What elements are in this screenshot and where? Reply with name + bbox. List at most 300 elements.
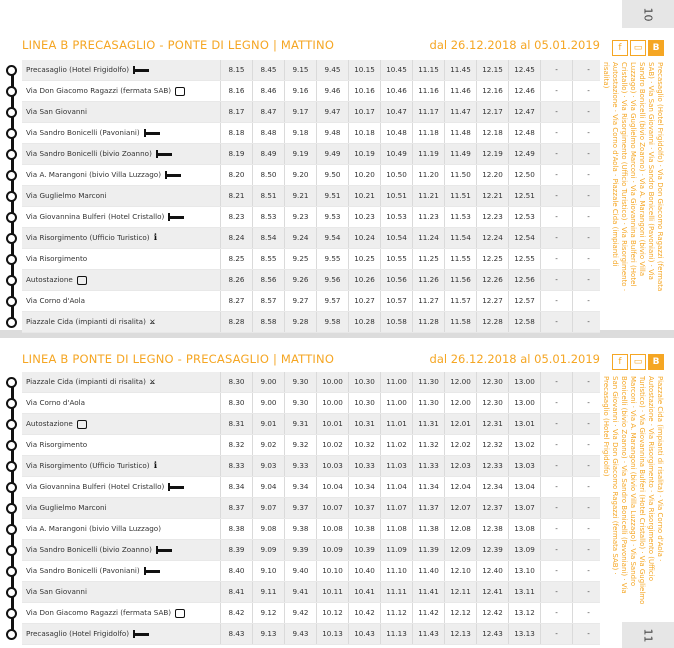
stop-label: Via Risorgimento (Ufficio Turistico) xyxy=(26,233,150,242)
departure-time: 9.47 xyxy=(316,102,348,122)
stop-name xyxy=(26,582,87,602)
bed-icon xyxy=(144,567,160,575)
stop-name xyxy=(26,165,181,185)
stop-label: Piazzale Cida (impianti di risalita) xyxy=(26,377,146,386)
departure-time: - xyxy=(572,165,604,185)
bus-icon xyxy=(77,420,87,429)
departure-time: - xyxy=(540,60,572,80)
departure-time: - xyxy=(540,81,572,101)
departure-time: 11.48 xyxy=(444,123,476,143)
departure-time: 11.17 xyxy=(412,102,444,122)
departure-time: 10.26 xyxy=(348,270,380,290)
departure-time: - xyxy=(540,519,572,539)
departure-time: 11.11 xyxy=(380,582,412,602)
departure-time: 12.55 xyxy=(508,249,540,269)
departure-time: 8.15 xyxy=(220,60,252,80)
stop-marker xyxy=(6,461,17,472)
departure-time: 12.53 xyxy=(508,207,540,227)
departure-time: 9.09 xyxy=(252,540,284,560)
table-row xyxy=(22,540,600,561)
table-row xyxy=(22,477,600,498)
departure-time: 12.00 xyxy=(444,372,476,392)
departure-time: 11.58 xyxy=(444,312,476,332)
departure-time: 11.03 xyxy=(380,456,412,476)
departure-time: 10.03 xyxy=(316,456,348,476)
bed-icon xyxy=(156,546,172,554)
departure-time: 8.41 xyxy=(220,582,252,602)
departure-time: 12.27 xyxy=(476,291,508,311)
departure-time: 9.38 xyxy=(284,519,316,539)
departure-time: - xyxy=(572,477,604,497)
departure-time: 12.09 xyxy=(444,540,476,560)
departure-time: - xyxy=(572,186,604,206)
departure-time: 9.30 xyxy=(284,393,316,413)
departure-time: 9.55 xyxy=(316,249,348,269)
departure-time: 8.16 xyxy=(220,81,252,101)
table-row xyxy=(22,519,600,540)
departure-time: 11.57 xyxy=(444,291,476,311)
departure-time: 11.16 xyxy=(412,81,444,101)
departure-time: - xyxy=(572,540,604,560)
departure-time: 10.15 xyxy=(348,60,380,80)
departure-time: 11.15 xyxy=(412,60,444,80)
departure-time: - xyxy=(572,249,604,269)
departure-time: - xyxy=(540,477,572,497)
departure-time: 9.27 xyxy=(284,291,316,311)
departure-time: 12.33 xyxy=(476,456,508,476)
departure-time: 11.00 xyxy=(380,393,412,413)
departure-time: - xyxy=(540,207,572,227)
departure-time: 12.42 xyxy=(476,603,508,623)
departure-time: 11.12 xyxy=(380,603,412,623)
departure-time: 10.17 xyxy=(348,102,380,122)
departure-time: 11.07 xyxy=(380,498,412,518)
departure-time: 10.31 xyxy=(348,414,380,434)
bed-icon xyxy=(168,213,184,221)
departure-time: 9.02 xyxy=(252,435,284,455)
departure-time: 11.18 xyxy=(412,123,444,143)
departure-time: 12.19 xyxy=(476,144,508,164)
stop-name xyxy=(26,561,160,581)
departure-time: 9.28 xyxy=(284,312,316,332)
table-row xyxy=(22,228,600,249)
departure-time: - xyxy=(572,582,604,602)
departure-time: 9.00 xyxy=(252,372,284,392)
departure-time: 11.10 xyxy=(380,561,412,581)
departure-time: 12.57 xyxy=(508,291,540,311)
departure-time: 8.54 xyxy=(252,228,284,248)
departure-time: - xyxy=(540,561,572,581)
departure-time: 9.21 xyxy=(284,186,316,206)
departure-time: 9.12 xyxy=(252,603,284,623)
departure-time: 9.54 xyxy=(316,228,348,248)
stop-marker xyxy=(6,482,17,493)
stop-label: Via Corno d'Aola xyxy=(26,296,86,305)
departure-time: 11.43 xyxy=(412,624,444,644)
departure-time: - xyxy=(540,603,572,623)
table-row xyxy=(22,498,600,519)
departure-time: 9.49 xyxy=(316,144,348,164)
timetable-date-range: dal 26.12.2018 al 05.01.2019 xyxy=(429,352,600,366)
departure-time: 12.23 xyxy=(476,207,508,227)
stop-name xyxy=(26,372,155,392)
departure-time: - xyxy=(540,186,572,206)
departure-time: 9.31 xyxy=(284,414,316,434)
stop-marker xyxy=(6,524,17,535)
departure-time: 8.21 xyxy=(220,186,252,206)
stop-name xyxy=(26,519,161,539)
stop-marker xyxy=(6,275,17,286)
departure-time: 12.41 xyxy=(476,582,508,602)
departure-time: 11.13 xyxy=(380,624,412,644)
departure-time: 9.40 xyxy=(284,561,316,581)
departure-time: - xyxy=(540,624,572,644)
departure-time: 9.39 xyxy=(284,540,316,560)
stop-label: Via San Giovanni xyxy=(26,107,87,116)
departure-time: 8.33 xyxy=(220,456,252,476)
stop-name xyxy=(26,456,157,476)
departure-time: - xyxy=(572,291,604,311)
timetable-table xyxy=(22,60,600,333)
departure-time: 12.10 xyxy=(444,561,476,581)
route-sidebar xyxy=(602,354,664,605)
departure-time: 12.39 xyxy=(476,540,508,560)
table-row xyxy=(22,456,600,477)
table-row xyxy=(22,60,600,81)
stop-marker xyxy=(6,170,17,181)
departure-time: 8.53 xyxy=(252,207,284,227)
departure-time: - xyxy=(540,498,572,518)
departure-time: 13.07 xyxy=(508,498,540,518)
stop-label: Autostazione xyxy=(26,419,73,428)
departure-time: - xyxy=(540,540,572,560)
table-row xyxy=(22,435,600,456)
departure-time: 13.11 xyxy=(508,582,540,602)
departure-time: 9.10 xyxy=(252,561,284,581)
departure-time: 11.55 xyxy=(444,249,476,269)
timetable-title: LINEA B PRECASAGLIO - PONTE DI LEGNO | MATTINO xyxy=(22,38,335,52)
departure-time: 8.28 xyxy=(220,312,252,332)
departure-time: - xyxy=(572,123,604,143)
departure-time: 10.08 xyxy=(316,519,348,539)
departure-time: 11.45 xyxy=(444,60,476,80)
departure-time: 12.16 xyxy=(476,81,508,101)
stop-name xyxy=(26,123,160,143)
departure-time: 10.49 xyxy=(380,144,412,164)
departure-time: - xyxy=(540,249,572,269)
departure-time: 9.01 xyxy=(252,414,284,434)
departure-time: 11.30 xyxy=(412,372,444,392)
stop-marker xyxy=(6,149,17,160)
departure-time: 10.09 xyxy=(316,540,348,560)
departure-time: - xyxy=(572,624,604,644)
departure-time: 9.08 xyxy=(252,519,284,539)
departure-time: - xyxy=(540,582,572,602)
departure-time: 10.19 xyxy=(348,144,380,164)
departure-time: 12.32 xyxy=(476,435,508,455)
departure-time: 8.37 xyxy=(220,498,252,518)
departure-time: 12.21 xyxy=(476,186,508,206)
stop-label: Piazzale Cida (impianti di risalita) xyxy=(26,317,146,326)
departure-time: 10.34 xyxy=(348,477,380,497)
stop-name xyxy=(26,435,87,455)
departure-time: 10.18 xyxy=(348,123,380,143)
departure-time: 9.11 xyxy=(252,582,284,602)
departure-time: 10.27 xyxy=(348,291,380,311)
departure-time: 9.15 xyxy=(284,60,316,80)
departure-time: 11.24 xyxy=(412,228,444,248)
departure-time: 8.42 xyxy=(220,603,252,623)
stop-label: Via Sandro Bonicelli (Pavoniani) xyxy=(26,128,140,137)
departure-time: 12.24 xyxy=(476,228,508,248)
departure-time: 13.13 xyxy=(508,624,540,644)
departure-time: - xyxy=(540,312,572,332)
stop-name xyxy=(26,186,107,206)
stop-name xyxy=(26,291,85,311)
departure-time: 8.24 xyxy=(220,228,252,248)
departure-time: 12.04 xyxy=(444,477,476,497)
departure-time: 10.51 xyxy=(380,186,412,206)
departure-time: - xyxy=(540,435,572,455)
departure-time: 8.26 xyxy=(220,270,252,290)
departure-time: 9.18 xyxy=(284,123,316,143)
departure-time: 10.57 xyxy=(380,291,412,311)
departure-time: 8.55 xyxy=(252,249,284,269)
departure-time: 12.01 xyxy=(444,414,476,434)
departure-time: 8.47 xyxy=(252,102,284,122)
departure-time: 8.49 xyxy=(252,144,284,164)
departure-time: 10.16 xyxy=(348,81,380,101)
route-summary: Piazzale Cida (impianti di risalita) · Via Corno d'Aola · Autostazione · Via Risorgimento · Via Risorgimento (Ufficio Turistico) · Via Giovannina Bulferi (Hotel Cristallo) · Via Guglielmo Marconi · Via A. Marangoni (bivio Villa Luzzago) · Via Sandro Bonicelli (bivio Zoanno) · Via Sandro Bonicelli (Pavoniani) · Via San Giovanni · Via Don Giacomo Ragazzi (fermata SAB) · Precasaglio (Hotel Frigidolfo) xyxy=(602,376,664,605)
departure-time: - xyxy=(572,393,604,413)
departure-time: 8.25 xyxy=(220,249,252,269)
departure-time: 10.21 xyxy=(348,186,380,206)
departure-time: 8.40 xyxy=(220,561,252,581)
stop-name xyxy=(26,102,87,122)
table-row xyxy=(22,102,600,123)
stop-marker xyxy=(6,128,17,139)
departure-time: 13.10 xyxy=(508,561,540,581)
departure-time: 11.26 xyxy=(412,270,444,290)
stop-marker xyxy=(6,629,17,640)
departure-time: 11.50 xyxy=(444,165,476,185)
departure-time: 9.19 xyxy=(284,144,316,164)
departure-time: 11.42 xyxy=(412,603,444,623)
timetable-table xyxy=(22,372,600,645)
departure-time: 8.57 xyxy=(252,291,284,311)
departure-time: 10.55 xyxy=(380,249,412,269)
table-row xyxy=(22,207,600,228)
stop-name xyxy=(26,144,172,164)
page-number: 10 xyxy=(622,0,674,28)
departure-time: 9.46 xyxy=(316,81,348,101)
table-row xyxy=(22,270,600,291)
departure-time: 9.07 xyxy=(252,498,284,518)
table-row xyxy=(22,81,600,102)
bed-icon xyxy=(144,129,160,137)
departure-time: 10.42 xyxy=(348,603,380,623)
departure-time: 9.45 xyxy=(316,60,348,80)
table-row xyxy=(22,603,600,624)
departure-time: 11.40 xyxy=(412,561,444,581)
departure-time: 9.30 xyxy=(284,372,316,392)
departure-time: 10.02 xyxy=(316,435,348,455)
stop-marker xyxy=(6,608,17,619)
stop-name xyxy=(26,624,149,644)
departure-time: - xyxy=(572,60,604,80)
departure-time: 8.46 xyxy=(252,81,284,101)
departure-time: 12.25 xyxy=(476,249,508,269)
bed-icon xyxy=(168,483,184,491)
stop-name xyxy=(26,393,85,413)
departure-time: - xyxy=(572,498,604,518)
departure-time: 10.25 xyxy=(348,249,380,269)
departure-time: - xyxy=(540,102,572,122)
departure-time: 12.30 xyxy=(476,393,508,413)
bus-icon: ▭ xyxy=(630,354,646,370)
departure-time: - xyxy=(572,270,604,290)
departure-time: 8.39 xyxy=(220,540,252,560)
departure-time: 11.19 xyxy=(412,144,444,164)
departure-time: 10.00 xyxy=(316,393,348,413)
departure-time: - xyxy=(540,456,572,476)
stop-marker xyxy=(6,86,17,97)
stop-label: Via Sandro Bonicelli (Pavoniani) xyxy=(26,566,140,575)
stop-label: Precasaglio (Hotel Frigidolfo) xyxy=(26,65,130,74)
bed-icon xyxy=(133,630,149,638)
departure-time: 10.20 xyxy=(348,165,380,185)
stop-label: Via San Giovanni xyxy=(26,587,87,596)
stop-marker xyxy=(6,254,17,265)
departure-time: 10.13 xyxy=(316,624,348,644)
departure-time: 8.30 xyxy=(220,393,252,413)
stop-name xyxy=(26,312,155,332)
stop-name xyxy=(26,603,185,623)
departure-time: 12.03 xyxy=(444,456,476,476)
departure-time: 11.54 xyxy=(444,228,476,248)
page-number: 11 xyxy=(622,622,674,648)
departure-time: 12.38 xyxy=(476,519,508,539)
departure-time: 12.15 xyxy=(476,60,508,80)
cablecar-icon: ⨲ xyxy=(149,376,155,387)
departure-time: 12.43 xyxy=(476,624,508,644)
departure-time: - xyxy=(572,144,604,164)
departure-time: - xyxy=(572,414,604,434)
stop-label: Via Corno d'Aola xyxy=(26,398,86,407)
bus-icon xyxy=(77,276,87,285)
table-row xyxy=(22,123,600,144)
stop-label: Via A. Marangoni (bivio Villa Luzzago) xyxy=(26,170,162,179)
departure-time: 9.00 xyxy=(252,393,284,413)
stop-marker xyxy=(6,296,17,307)
stop-label: Via Sandro Bonicelli (bivio Zoanno) xyxy=(26,545,152,554)
departure-time: 11.46 xyxy=(444,81,476,101)
departure-time: 9.42 xyxy=(284,603,316,623)
departure-time: 9.25 xyxy=(284,249,316,269)
departure-time: 8.23 xyxy=(220,207,252,227)
departure-time: 9.51 xyxy=(316,186,348,206)
departure-time: 10.24 xyxy=(348,228,380,248)
departure-time: 8.19 xyxy=(220,144,252,164)
stop-marker xyxy=(6,65,17,76)
line-badge: B xyxy=(648,354,664,370)
departure-time: 9.37 xyxy=(284,498,316,518)
route-sidebar xyxy=(602,40,664,292)
departure-time: 13.09 xyxy=(508,540,540,560)
departure-time: 11.56 xyxy=(444,270,476,290)
departure-time: 11.09 xyxy=(380,540,412,560)
bus-icon: ▭ xyxy=(630,40,646,56)
departure-time: 9.26 xyxy=(284,270,316,290)
departure-time: 8.20 xyxy=(220,165,252,185)
departure-time: 10.33 xyxy=(348,456,380,476)
departure-time: 8.18 xyxy=(220,123,252,143)
stop-label: Precasaglio (Hotel Frigidolfo) xyxy=(26,629,130,638)
departure-time: 11.27 xyxy=(412,291,444,311)
departure-time: 11.28 xyxy=(412,312,444,332)
departure-time: - xyxy=(540,165,572,185)
departure-time: 12.30 xyxy=(476,372,508,392)
departure-time: 11.53 xyxy=(444,207,476,227)
stop-marker xyxy=(6,587,17,598)
bed-icon xyxy=(165,171,181,179)
stop-label: Via Guglielmo Marconi xyxy=(26,191,107,200)
departure-time: 12.56 xyxy=(508,270,540,290)
bed-icon xyxy=(133,66,149,74)
departure-time: 10.23 xyxy=(348,207,380,227)
departure-time: 11.51 xyxy=(444,186,476,206)
departure-time: 10.00 xyxy=(316,372,348,392)
departure-time: 10.43 xyxy=(348,624,380,644)
stop-label: Via Risorgimento xyxy=(26,254,88,263)
departure-time: 9.16 xyxy=(284,81,316,101)
departure-time: 11.20 xyxy=(412,165,444,185)
departure-time: 10.47 xyxy=(380,102,412,122)
departure-time: 12.13 xyxy=(444,624,476,644)
departure-time: 9.43 xyxy=(284,624,316,644)
departure-time: 13.01 xyxy=(508,414,540,434)
departure-time: 8.43 xyxy=(220,624,252,644)
stop-label: Via Giovannina Bulferi (Hotel Cristallo) xyxy=(26,482,165,491)
departure-time: - xyxy=(572,561,604,581)
departure-time: 11.08 xyxy=(380,519,412,539)
departure-time: 9.53 xyxy=(316,207,348,227)
info-icon: f xyxy=(612,354,628,370)
stop-marker xyxy=(6,377,17,388)
table-row xyxy=(22,249,600,270)
bed-icon xyxy=(156,150,172,158)
departure-time: 10.50 xyxy=(380,165,412,185)
departure-time: - xyxy=(572,312,604,332)
departure-time: 12.49 xyxy=(508,144,540,164)
departure-time: 8.32 xyxy=(220,435,252,455)
stop-name xyxy=(26,207,184,227)
stop-name xyxy=(26,540,172,560)
departure-time: 10.54 xyxy=(380,228,412,248)
departure-time: 11.33 xyxy=(412,456,444,476)
departure-time: 8.50 xyxy=(252,165,284,185)
stop-label: Via A. Marangoni (bivio Villa Luzzago) xyxy=(26,524,162,533)
departure-time: 11.25 xyxy=(412,249,444,269)
departure-time: 10.01 xyxy=(316,414,348,434)
stop-name xyxy=(26,249,87,269)
departure-time: 10.53 xyxy=(380,207,412,227)
departure-time: 13.00 xyxy=(508,393,540,413)
table-row xyxy=(22,144,600,165)
departure-time: - xyxy=(572,435,604,455)
departure-time: 11.02 xyxy=(380,435,412,455)
departure-time: 9.04 xyxy=(252,477,284,497)
